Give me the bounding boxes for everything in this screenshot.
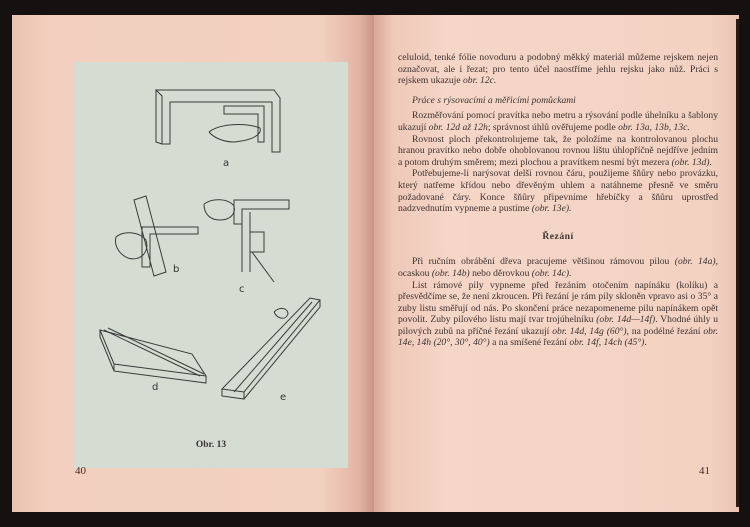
page-number-right: 41 [699,465,710,477]
text-run: List rámové pily vypneme před řezáním otočením napínáku (kolíku) a přesvědčíme se, že není zkroucen. Při řezání je rám pily skloněn vpravo asi o 35° a zuby listu směřují od nás. Po skončení práce nezapomeneme pilu napínákem opět povolit. Zuby pilového listu mají tvar trojúhelníku [398,279,718,326]
open-book [12,15,739,512]
figure-label-c: c [239,284,245,295]
text-run: , na podélné řezání [626,325,704,337]
book-edge [736,19,739,507]
paragraph [398,168,718,214]
figure-reference: (obr. 14c). [531,267,572,279]
figure-reference: obr. 13a, 13b, 13c. [618,121,690,133]
paragraph [398,52,718,87]
text-run: celuloid, tenké fólie novoduru a podobný měkký materiál můžeme rejskem nejen označovat, ale i řezat; pro tento účel naostříme jehlu rejsku jako nůž. Práci s rejskem ukazuje [398,52,718,87]
right-page [374,15,739,512]
page-text [398,52,718,349]
drawing-a [156,90,280,152]
figure-13 [74,62,348,468]
paragraph [398,256,718,279]
paragraph [398,280,718,350]
figure-reference: (obr. 13e). [531,203,572,215]
text-run: ; správnost úhlů ověřujeme podle [487,121,619,133]
text-run: a na smíšené řezání [489,337,570,349]
figure-reference: obr. 14e, 14h (20°, 30°, 40°) [398,325,718,349]
page-number-left: 40 [75,465,86,477]
figure-label-a: a [223,158,230,169]
figure-caption: Obr. 13 [195,440,227,450]
text-run: , ocaskou [398,256,719,279]
text-run: nebo děrovkou [469,267,532,279]
figure-reference: (obr. 13d). [671,156,712,168]
figure-reference: obr. 12d až 12h [428,121,488,133]
woodworking-illustration [74,62,348,468]
figure-reference: (obr. 14b) [431,267,470,279]
drawing-c [204,200,289,282]
figure-reference: (obr. 14a) [674,256,716,268]
text-run: . Vhodné úhly u pilových zubů na příčné řezání ukazují [398,314,718,337]
figure-label-d: d [152,382,159,393]
figure-reference: (obr. 14d—14f) [596,314,656,326]
figure-reference: obr. 14f, 14ch (45°) [569,337,645,349]
paragraph [398,110,718,133]
subheading: Práce s rýsovacími a měřicími pomůckami [412,94,576,106]
drawing-b [116,196,199,276]
figure-label-e: e [280,392,287,403]
text-run: . [644,337,647,349]
text-run: Rozměřování pomocí pravítka nebo metru a rýsování podle úhelníku a šablony ukazují [398,110,718,133]
figure-reference: obr. 14d, 14g (60°) [552,325,627,337]
left-page [12,15,374,512]
text-run: Potřebujeme-li narýsovat delší rovnou čáru, použijeme šňůry nebo provázku, který natřeme křídou nebo dřevěným uhlem a natáhneme přesně ve směru požadované čáry. Konce šňůry připevníme hřebíčky a šňůru uprostřed nadzvednutím vypneme a pustíme [398,168,718,215]
drawing-e [222,298,320,399]
text-run: Při ručním obrábění dřeva pracujeme většinou rámovou pilou [412,256,675,268]
section-title: Řezání [542,230,574,242]
text-run: Rovnost ploch překontrolujeme tak, že položíme na kontrolovanou plochu hranou pravítko nebo dobře ohoblovanou rovnou lištu úhlopříčně nejdříve jedním a potom druhým směrem; mezi plochou a pravítkem nesmí být mezera [398,133,718,168]
figure-label-b: b [173,264,180,275]
drawing-d [100,328,206,383]
paragraph [398,134,718,169]
figure-reference: obr. 12c. [463,75,497,87]
